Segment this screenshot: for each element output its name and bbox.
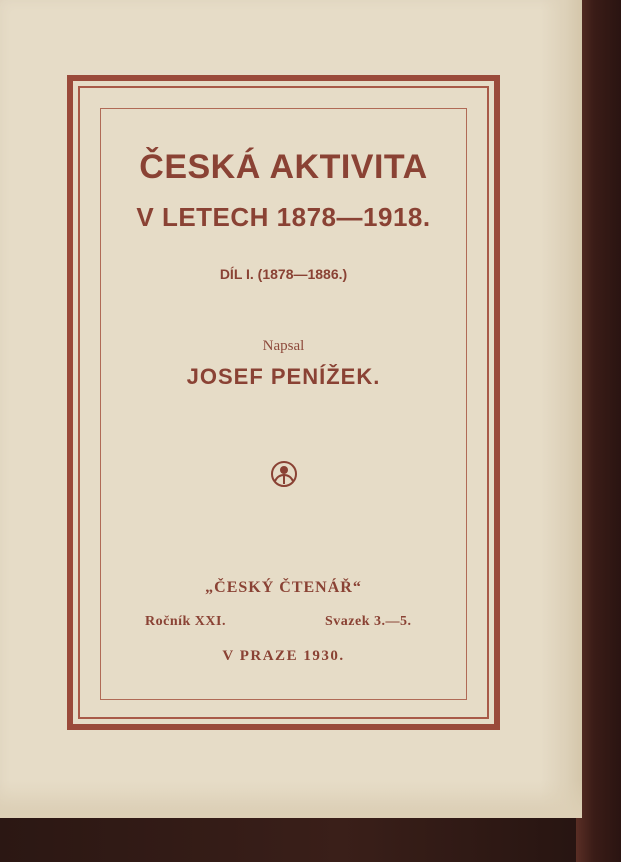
book-spine-shadow: [576, 0, 621, 862]
volume-year: Ročník XXI.: [145, 614, 226, 629]
volume-issue: Svazek 3.—5.: [325, 614, 412, 629]
book-title-line1: ČESKÁ AKTIVITA: [139, 148, 428, 186]
book-part: DÍL I. (1878—1886.): [219, 266, 348, 282]
author-prefix: Napsal: [262, 338, 305, 354]
cover-border-inner: [100, 108, 467, 700]
publication-place-year: V PRAZE 1930.: [222, 648, 345, 664]
cover-worn-edge: [540, 0, 582, 818]
publisher-emblem-icon: [270, 460, 298, 488]
book-title-line2: V LETECH 1878—1918.: [136, 202, 431, 232]
cover-bottom-edge: [0, 780, 582, 818]
author-name: JOSEF PENÍŽEK.: [186, 364, 381, 389]
series-name: „ČESKÝ ČTENÁŘ“: [205, 579, 362, 596]
